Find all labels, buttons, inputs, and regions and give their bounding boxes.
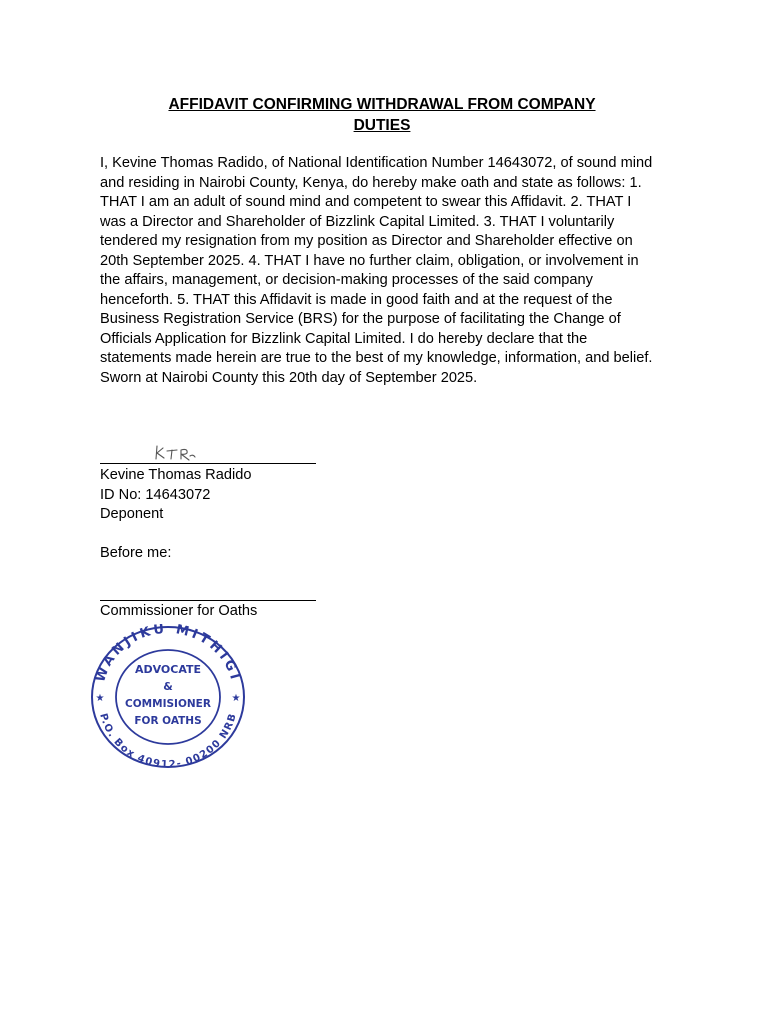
document-title [100, 94, 664, 136]
document-title-line-2: DUTIES [353, 117, 411, 134]
stamp-top-arc-text: WANJIKU MITHIGI [93, 624, 243, 685]
stamp-bottom-arc-text: P.O. Box 40912- 00200 NRB [97, 712, 239, 770]
affidavit-body: I, Kevine Thomas Radido, of National Identification Number 14643072, of sound mind and residing in Nairobi County, Kenya, do hereby make oath and state as follows: 1. THAT I am an adult of sound mind and competent to swear this Affidavit. 2. THAT I was a Director and Shareholder of Bizzlink Capital Limited. 3. THAT I voluntarily tendered my resignation from my position as Director and Shareholder effective on 20th September 2025. 4. THAT I have no further claim, obligation, or involvement in the affairs, management, or decision-making processes of the said company henceforth. 5. THAT this Affidavit is made in good faith and at the request of the Business Registration Service (BRS) for the purpose of facilitating the Change of Officials Application for Bizzlink Capital Limited. I do hereby declare that the statements made herein are true to the best of my knowledge, information, and belief. Sworn at Nairobi County this 20th day of September 2025. [100, 155, 653, 386]
deponent-signature-line [100, 463, 316, 464]
commissioner-signature-line [100, 600, 316, 601]
deponent-signature [152, 442, 202, 464]
stamp-star-right-icon: ★ [231, 693, 241, 704]
stamp-line-2: & [163, 680, 173, 693]
commissioner-label: Commissioner for Oaths [100, 603, 258, 619]
stamp-line-4: FOR OATHS [134, 715, 202, 727]
before-me-label: Before me: [100, 545, 172, 561]
deponent-id-number: ID No: 14643072 [100, 486, 211, 503]
stamp-line-1: ADVOCATE [134, 663, 202, 676]
stamp-star-left-icon: ★ [95, 693, 105, 704]
stamp-line-3: COMMISIONER [125, 698, 211, 710]
document-title-line-1: AFFIDAVIT CONFIRMING WITHDRAWAL FROM COMPANY [168, 96, 596, 113]
commissioner-stamp [89, 624, 247, 770]
deponent-role: Deponent [100, 506, 164, 522]
deponent-name: Kevine Thomas Radido [100, 467, 252, 483]
